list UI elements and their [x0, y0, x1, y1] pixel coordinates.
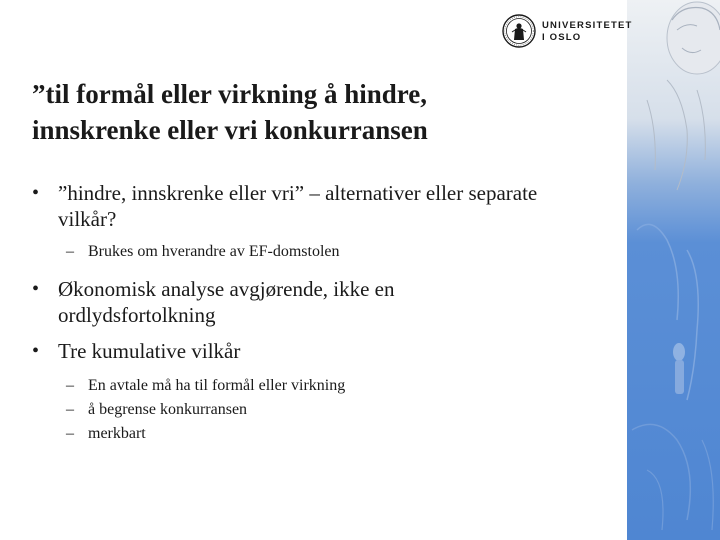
bullet-item: [32, 338, 622, 364]
sub-bullet-item: [32, 374, 622, 398]
dash-icon: –: [66, 243, 74, 260]
bullet-text: ordlydsfortolkning: [58, 303, 216, 327]
university-name: [542, 20, 633, 44]
sub-bullet-item: [32, 240, 622, 264]
sub-bullet-text: å begrense konkurransen: [88, 401, 248, 418]
title-line-1: ”til formål eller virkning å hindre,: [32, 79, 427, 109]
bullet-item: [32, 180, 622, 232]
logo-line-2: I OSLO: [542, 32, 582, 43]
bullet-text: Økonomisk analyse avgjørende, ikke en: [58, 277, 395, 301]
statue-decoration: [627, 0, 720, 540]
dash-icon: –: [66, 425, 74, 442]
bullet-text: ”hindre, innskrenke eller vri” – alternativer eller separate: [58, 181, 538, 205]
slide-title: [32, 76, 592, 148]
sub-bullet-item: [32, 422, 622, 446]
logo-line-1: UNIVERSITETET: [542, 20, 633, 31]
bullet-text: Tre kumulative vilkår: [58, 339, 241, 363]
sub-bullet-text: Brukes om hverandre av EF-domstolen: [88, 243, 340, 260]
bullet-icon: •: [32, 278, 40, 300]
sub-bullet-text: merkbart: [88, 425, 146, 442]
title-line-2: innskrenke eller vri konkurransen: [32, 115, 428, 145]
bullet-text: vilkår?: [58, 207, 117, 231]
sub-bullet-text: En avtale må ha til formål eller virkning: [88, 377, 346, 394]
bullet-icon: •: [32, 182, 40, 204]
dash-icon: –: [66, 377, 74, 394]
bullet-icon: •: [32, 340, 40, 362]
dash-icon: –: [66, 401, 74, 418]
bullet-item: [32, 276, 622, 328]
sub-bullet-item: [32, 398, 622, 422]
university-seal-icon: [502, 14, 536, 48]
university-logo: [502, 14, 632, 54]
slide-body: [32, 180, 622, 446]
